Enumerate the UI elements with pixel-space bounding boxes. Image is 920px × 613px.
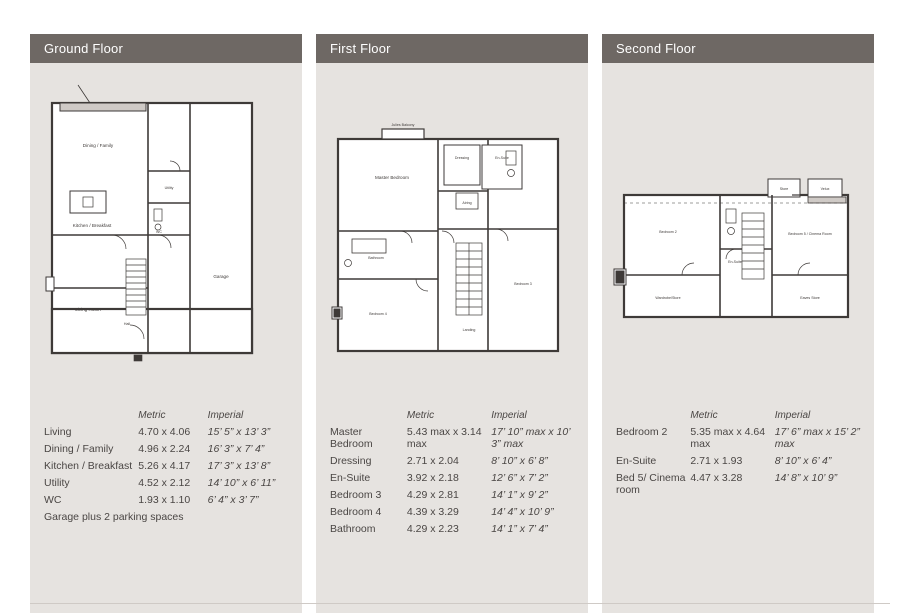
plan-label-dressing: Dressing [454, 156, 470, 160]
plan-label-kitchen-breakfast: Kitchen / Breakfast [72, 223, 112, 228]
panel-first-floor [316, 34, 588, 613]
plan-label-utility: Utility [164, 186, 174, 190]
header-room [616, 407, 690, 423]
panel-ground-floor [30, 34, 302, 613]
room-metric: 5.26 x 4.17 [138, 459, 191, 472]
room-metric: 4.29 x 2.81 [406, 488, 459, 501]
room-name: Master Bedroom [330, 425, 373, 450]
plan-label-bedroom-5-cinema: Bedroom 5 / Cinema Room [788, 232, 832, 236]
room-metric: 4.52 x 2.12 [138, 476, 191, 489]
header-metric: Metric [690, 409, 718, 421]
room-imperial: 15’ 5” x 13’ 3” [207, 425, 271, 438]
table-row [616, 423, 864, 452]
room-imperial: 16’ 3” x 7’ 4” [207, 442, 265, 455]
table-row [330, 423, 578, 452]
room-imperial: 12’ 6” x 7’ 2” [491, 471, 548, 484]
room-name: Bedroom 2 [616, 425, 668, 438]
header-metric: Metric [138, 409, 166, 421]
plan-label-living-room: Living Room [75, 307, 101, 312]
plan-label-julies-balcony: Julies Balcony [391, 123, 415, 127]
plan-label-hall: Hall [123, 322, 131, 326]
room-imperial: 14’ 10” x 6’ 11” [207, 476, 276, 489]
table-row [330, 469, 578, 486]
table-row [616, 452, 864, 469]
schedule-second-floor [602, 403, 874, 508]
room-imperial: 6’ 4” x 3’ 7” [207, 493, 259, 506]
panel-body-ground-floor [30, 63, 302, 613]
room-name: En-Suite [330, 471, 371, 484]
plan-label-master-bedroom-line1: Master Bedroom [375, 175, 409, 180]
header-imperial: Imperial [207, 409, 244, 421]
room-imperial: 8’ 10” x 6’ 8” [491, 454, 548, 467]
room-metric: 4.29 x 2.23 [406, 522, 459, 535]
room-name: Dining / Family [44, 442, 114, 455]
table-row [330, 486, 578, 503]
table-row [330, 452, 578, 469]
room-name: Kitchen / Breakfast [44, 459, 133, 472]
room-metric: 4.39 x 3.29 [406, 505, 459, 518]
plan-label-wc: WC [156, 230, 162, 234]
header-imperial: Imperial [491, 409, 527, 421]
room-imperial: 8’ 10” x 6’ 4” [774, 454, 832, 467]
plan-label-bedroom-4: Bedroom 4 [369, 312, 387, 316]
room-name: Bathroom [330, 522, 376, 535]
room-imperial: 14’ 4” x 10’ 9” [491, 505, 554, 518]
panel-body-second-floor [602, 63, 874, 613]
panel-title-ground-floor: Ground Floor [30, 34, 302, 63]
table-row [330, 520, 578, 537]
plan-label-wardrobe-store: Wardrobe/Store [655, 296, 681, 300]
plan-label-en-suite: En-Suite [728, 260, 742, 264]
table-row [330, 503, 578, 520]
room-metric: 2.71 x 1.93 [690, 454, 743, 467]
header-room [330, 407, 407, 423]
plan-label-dining-family: Dining / Family [82, 143, 114, 148]
schedule-footnote-ground-floor: Garage plus 2 parking spaces [44, 511, 184, 523]
plan-label-eaves-store: Eaves Store [800, 296, 820, 300]
plan-label-bedroom-3: Bedroom 3 [514, 282, 532, 286]
schedule-ground-floor [30, 403, 302, 533]
plan-label-bathroom: Bathroom [368, 256, 384, 260]
room-imperial: 14’ 1” x 7’ 4” [491, 522, 548, 535]
room-imperial: 14’ 8” x 10’ 9” [774, 471, 838, 484]
room-name: Living [44, 425, 72, 438]
table-row [44, 474, 292, 491]
table-row [44, 423, 292, 440]
panel-title-first-floor: First Floor [316, 34, 588, 63]
panel-second-floor [602, 34, 874, 613]
table-header-row [330, 407, 578, 423]
schedule-first-floor [316, 403, 588, 547]
room-metric: 1.93 x 1.10 [138, 493, 191, 506]
room-metric: 4.47 x 3.28 [690, 471, 743, 484]
room-metric: 2.71 x 2.04 [406, 454, 459, 467]
floorplan-drawing-second-floor [602, 63, 874, 403]
floorplan-drawing-ground-floor [30, 63, 302, 403]
room-metric: 5.35 max x 4.64 max [690, 425, 766, 450]
plan-label-airing: Airing [462, 201, 472, 205]
room-metric: 4.70 x 4.06 [138, 425, 191, 438]
room-name: Dressing [330, 454, 372, 467]
plan-label-store: Store [779, 187, 789, 191]
room-imperial: 17’ 3” x 13’ 8” [207, 459, 271, 472]
table-row [44, 457, 292, 474]
table-row [44, 440, 292, 457]
room-name: WC [44, 493, 62, 506]
room-name: Bedroom 4 [330, 505, 382, 518]
panel-title-second-floor: Second Floor [602, 34, 874, 63]
room-name: En-Suite [616, 454, 657, 467]
plan-label-landing: Landing [462, 328, 476, 332]
footer-divider [30, 603, 890, 604]
plan-label-garage: Garage [213, 274, 229, 279]
plan-label-bedroom-2: Bedroom 2 [659, 230, 677, 234]
table-header-row [616, 407, 864, 423]
room-metric: 5.43 max x 3.14 max [406, 425, 482, 450]
room-metric: 4.96 x 2.24 [138, 442, 191, 455]
table-row [44, 491, 292, 508]
floorplan-drawing-first-floor [316, 63, 588, 403]
table-row [616, 469, 864, 498]
room-name: Utility [44, 476, 70, 489]
room-imperial: 14’ 1” x 9’ 2” [491, 488, 548, 501]
plan-label-velux: Velux [820, 187, 830, 191]
header-imperial: Imperial [774, 409, 811, 421]
room-metric: 3.92 x 2.18 [406, 471, 459, 484]
room-imperial: 17’ 6” max x 15’ 2” max [774, 425, 860, 450]
panel-body-first-floor [316, 63, 588, 613]
plan-label-en-suite: En-Suite [495, 156, 509, 160]
room-name: Bedroom 3 [330, 488, 382, 501]
room-name: Bed 5/ Cinema room [616, 471, 686, 496]
room-imperial: 17’ 10” max x 10’ 3” max [491, 425, 570, 450]
header-room [44, 407, 138, 423]
header-metric: Metric [406, 409, 435, 421]
table-header-row [44, 407, 292, 423]
